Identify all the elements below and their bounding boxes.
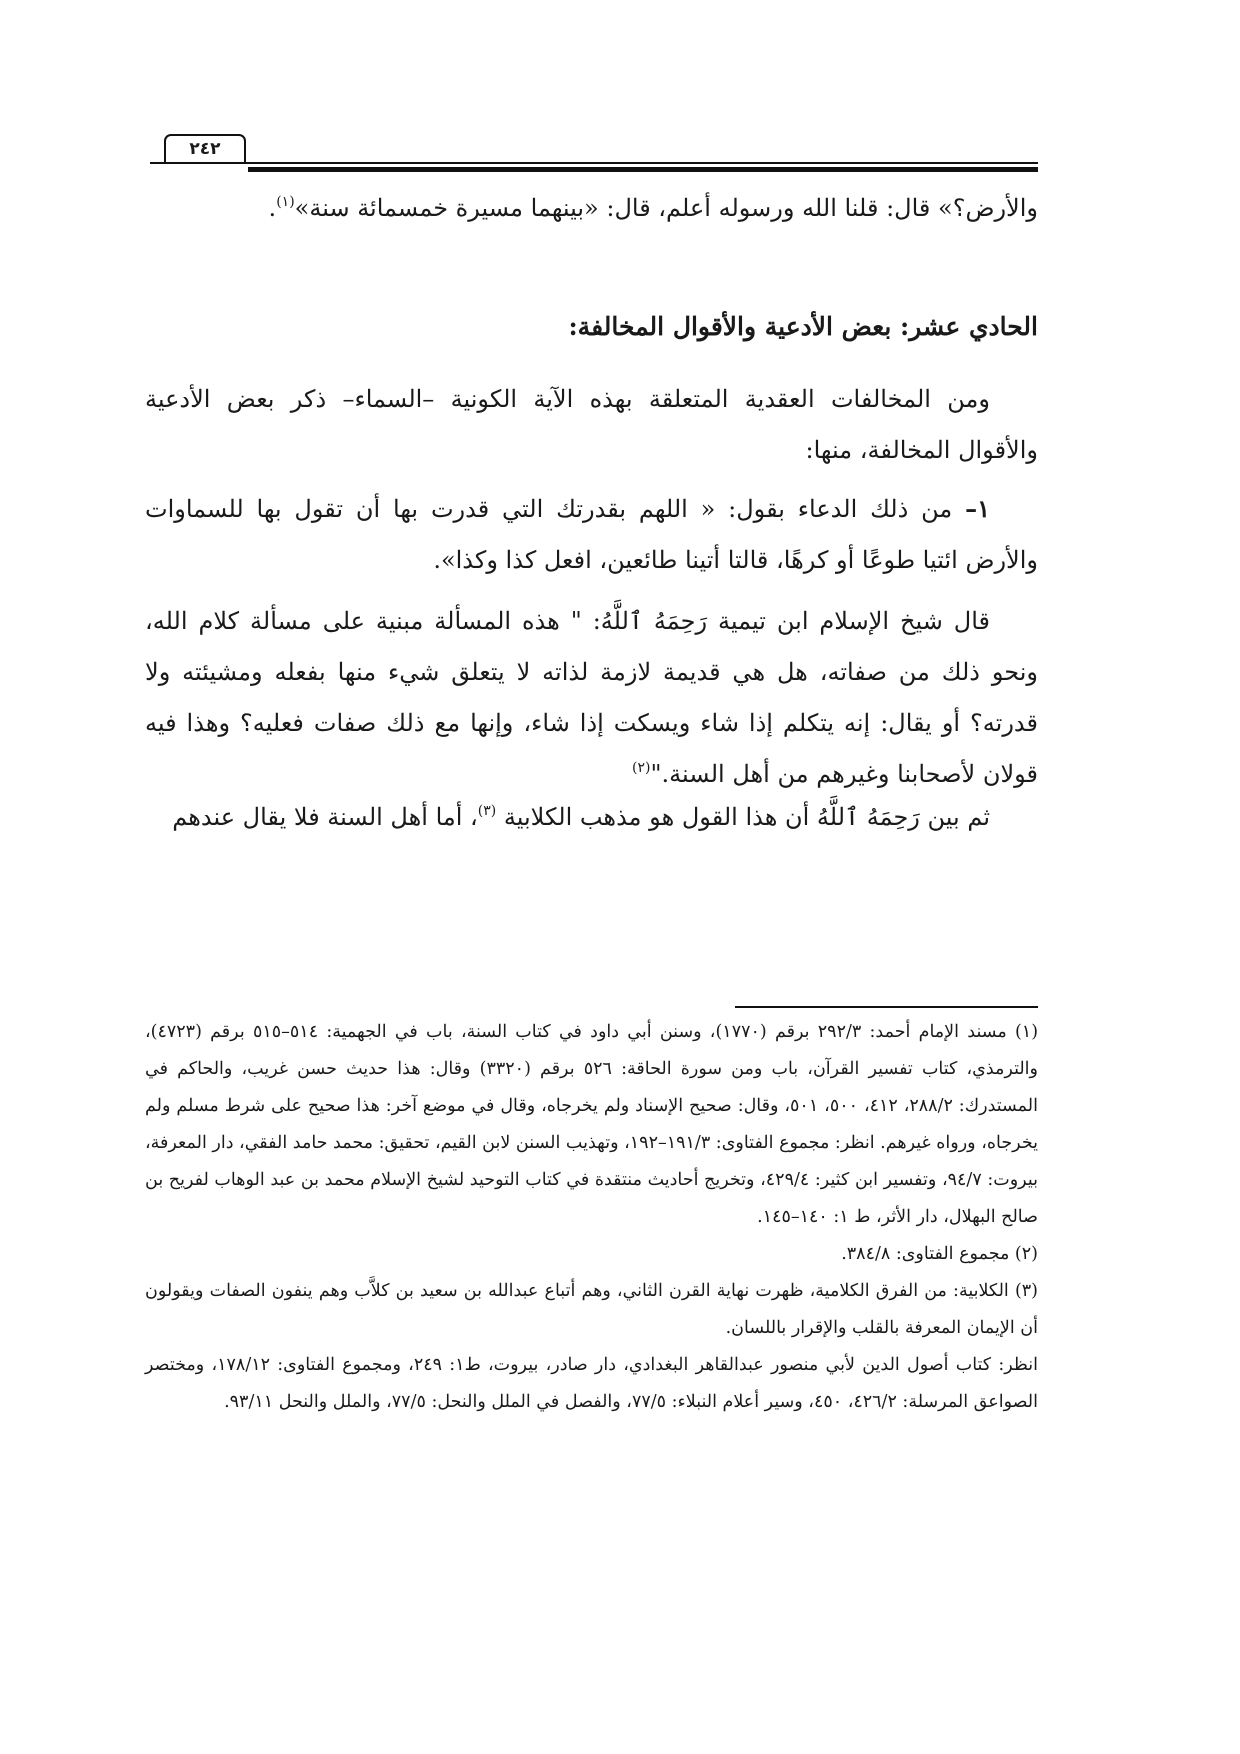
footnote-3: (٣) الكلابية: من الفرق الكلامية، ظهرت نهاية القرن الثاني، وهم أتباع عبدالله بن سعيد بن كلاَّب وهم ينفون الصفات ويقولون أن الإيمان المعرفة بالقلب والإقرار باللسان.	[145, 1281, 1038, 1338]
footnote-1: (١) مسند الإمام أحمد: ٢٩٢/٣ برقم (١٧٧٠)، وسنن أبي داود في كتاب السنة، باب في الجهمية: ٥١٤–٥١٥ برقم (٤٧٢٣)، والترمذي، كتاب تفسير القرآن، باب ومن سورة الحاقة: ٥٢٦ برقم (٣٣٢٠) وقال: هذا حديث حسن غريب، والحاكم في المستدرك: ٢٨٨/٢، ٤١٢، ٥٠٠، ٥٠١، وقال: صحيح الإسناد ولم يخرجاه، وقال في موضع آخر: هذا صحيح على شرط مسلم ولم يخرجاه، ورواه غيرهم. انظر: مجموع الفتاوى: ١٩١/٣–١٩٢، وتهذيب السنن لابن القيم، تحقيق: محمد حامد الفقي، دار المعرفة، بيروت: ٩٤/٧، وتفسير ابن كثير: ٤٢٩/٤، وتخريج أحاديث منتقدة في كتاب التوحيد لشيخ الإسلام محمد بن عبد الوهاب لفريح بن صالح البهلال، دار الأثر، ط ١: ١٤٠–١٤٥.	[145, 1022, 1039, 1227]
section-heading: الحادي عشر: بعض الأدعية والأقوال المخالفة:	[568, 312, 1038, 341]
paragraph-intro: ومن المخالفات العقدية المتعلقة بهذه الآية الكونية –السماء– ذكر بعض الأدعية والأقوال المخالفة، منها:	[145, 385, 1038, 464]
header-rule-thick	[248, 167, 1038, 172]
page-header	[150, 134, 1038, 174]
footnote-2: (٢) مجموع الفتاوى: ٣٨٤/٨.	[841, 1244, 1038, 1264]
footnote-3-sources: انظر: كتاب أصول الدين لأبي منصور عبدالقاهر البغدادي، دار صادر، بيروت، ط١: ٢٤٩، ومجموع الفتاوى: ١٧٨/١٢، ومختصر الصواعق المرسلة: ٤٢٦/٢، ٤٥٠، وسير أعلام النبلاء: ٧٧/٥، والفصل في الملل والنحل: ٧٧/٥، والملل والنحل ٩٣/١١.	[145, 1355, 1039, 1412]
footnote-separator	[735, 1006, 1038, 1008]
header-rule-thin	[150, 162, 1038, 164]
footnote-ref-1: (١)	[276, 194, 295, 210]
page-number: ٢٤٢	[164, 134, 246, 162]
paragraph-quote: قال شيخ الإسلام ابن تيمية رَحِمَهُ ٱللَّهُ: " هذه المسألة مبنية على مسألة كلام الله، ونحو ذلك من صفاته، هل هي قديمة لازمة لذاته لا يتعلق شيء منها بفعله ومشيئته ولا قدرته؟ أو يقال: إنه يتكلم إذا شاء ويسكت إذا شاء، وإنها مع ذلك صفات فعليه؟ وهذا فيه قولان لأصحابنا وغيرهم من أهل السنة."$^{(٢)}$	[145, 607, 1038, 788]
footnote-ref-3: (٣)	[477, 803, 497, 819]
footnotes	[145, 1014, 1038, 1421]
paragraph-last: ثم بين رَحِمَهُ ٱللَّهُ أن هذا القول هو مذهب الكلابية $^{(٣)}$، أما أهل السنة فلا يقال عندهم	[172, 803, 990, 831]
paragraph-continuation: والأرض؟» قال: قلنا الله ورسوله أعلم، قال: «بينهما مسيرة خمسمائة سنة»$^{(١)}$.	[268, 194, 1038, 222]
footnote-ref-2: (٢)	[632, 760, 651, 776]
list-item-1: ١– من ذلك الدعاء بقول: « اللهم بقدرتك التي قدرت بها أن تقول بها للسماوات والأرض ائتيا طوعًا أو كرهًا، قالتا أتينا طائعين، افعل كذا وكذا».	[145, 494, 1038, 574]
list-item-number: ١–	[965, 494, 990, 523]
